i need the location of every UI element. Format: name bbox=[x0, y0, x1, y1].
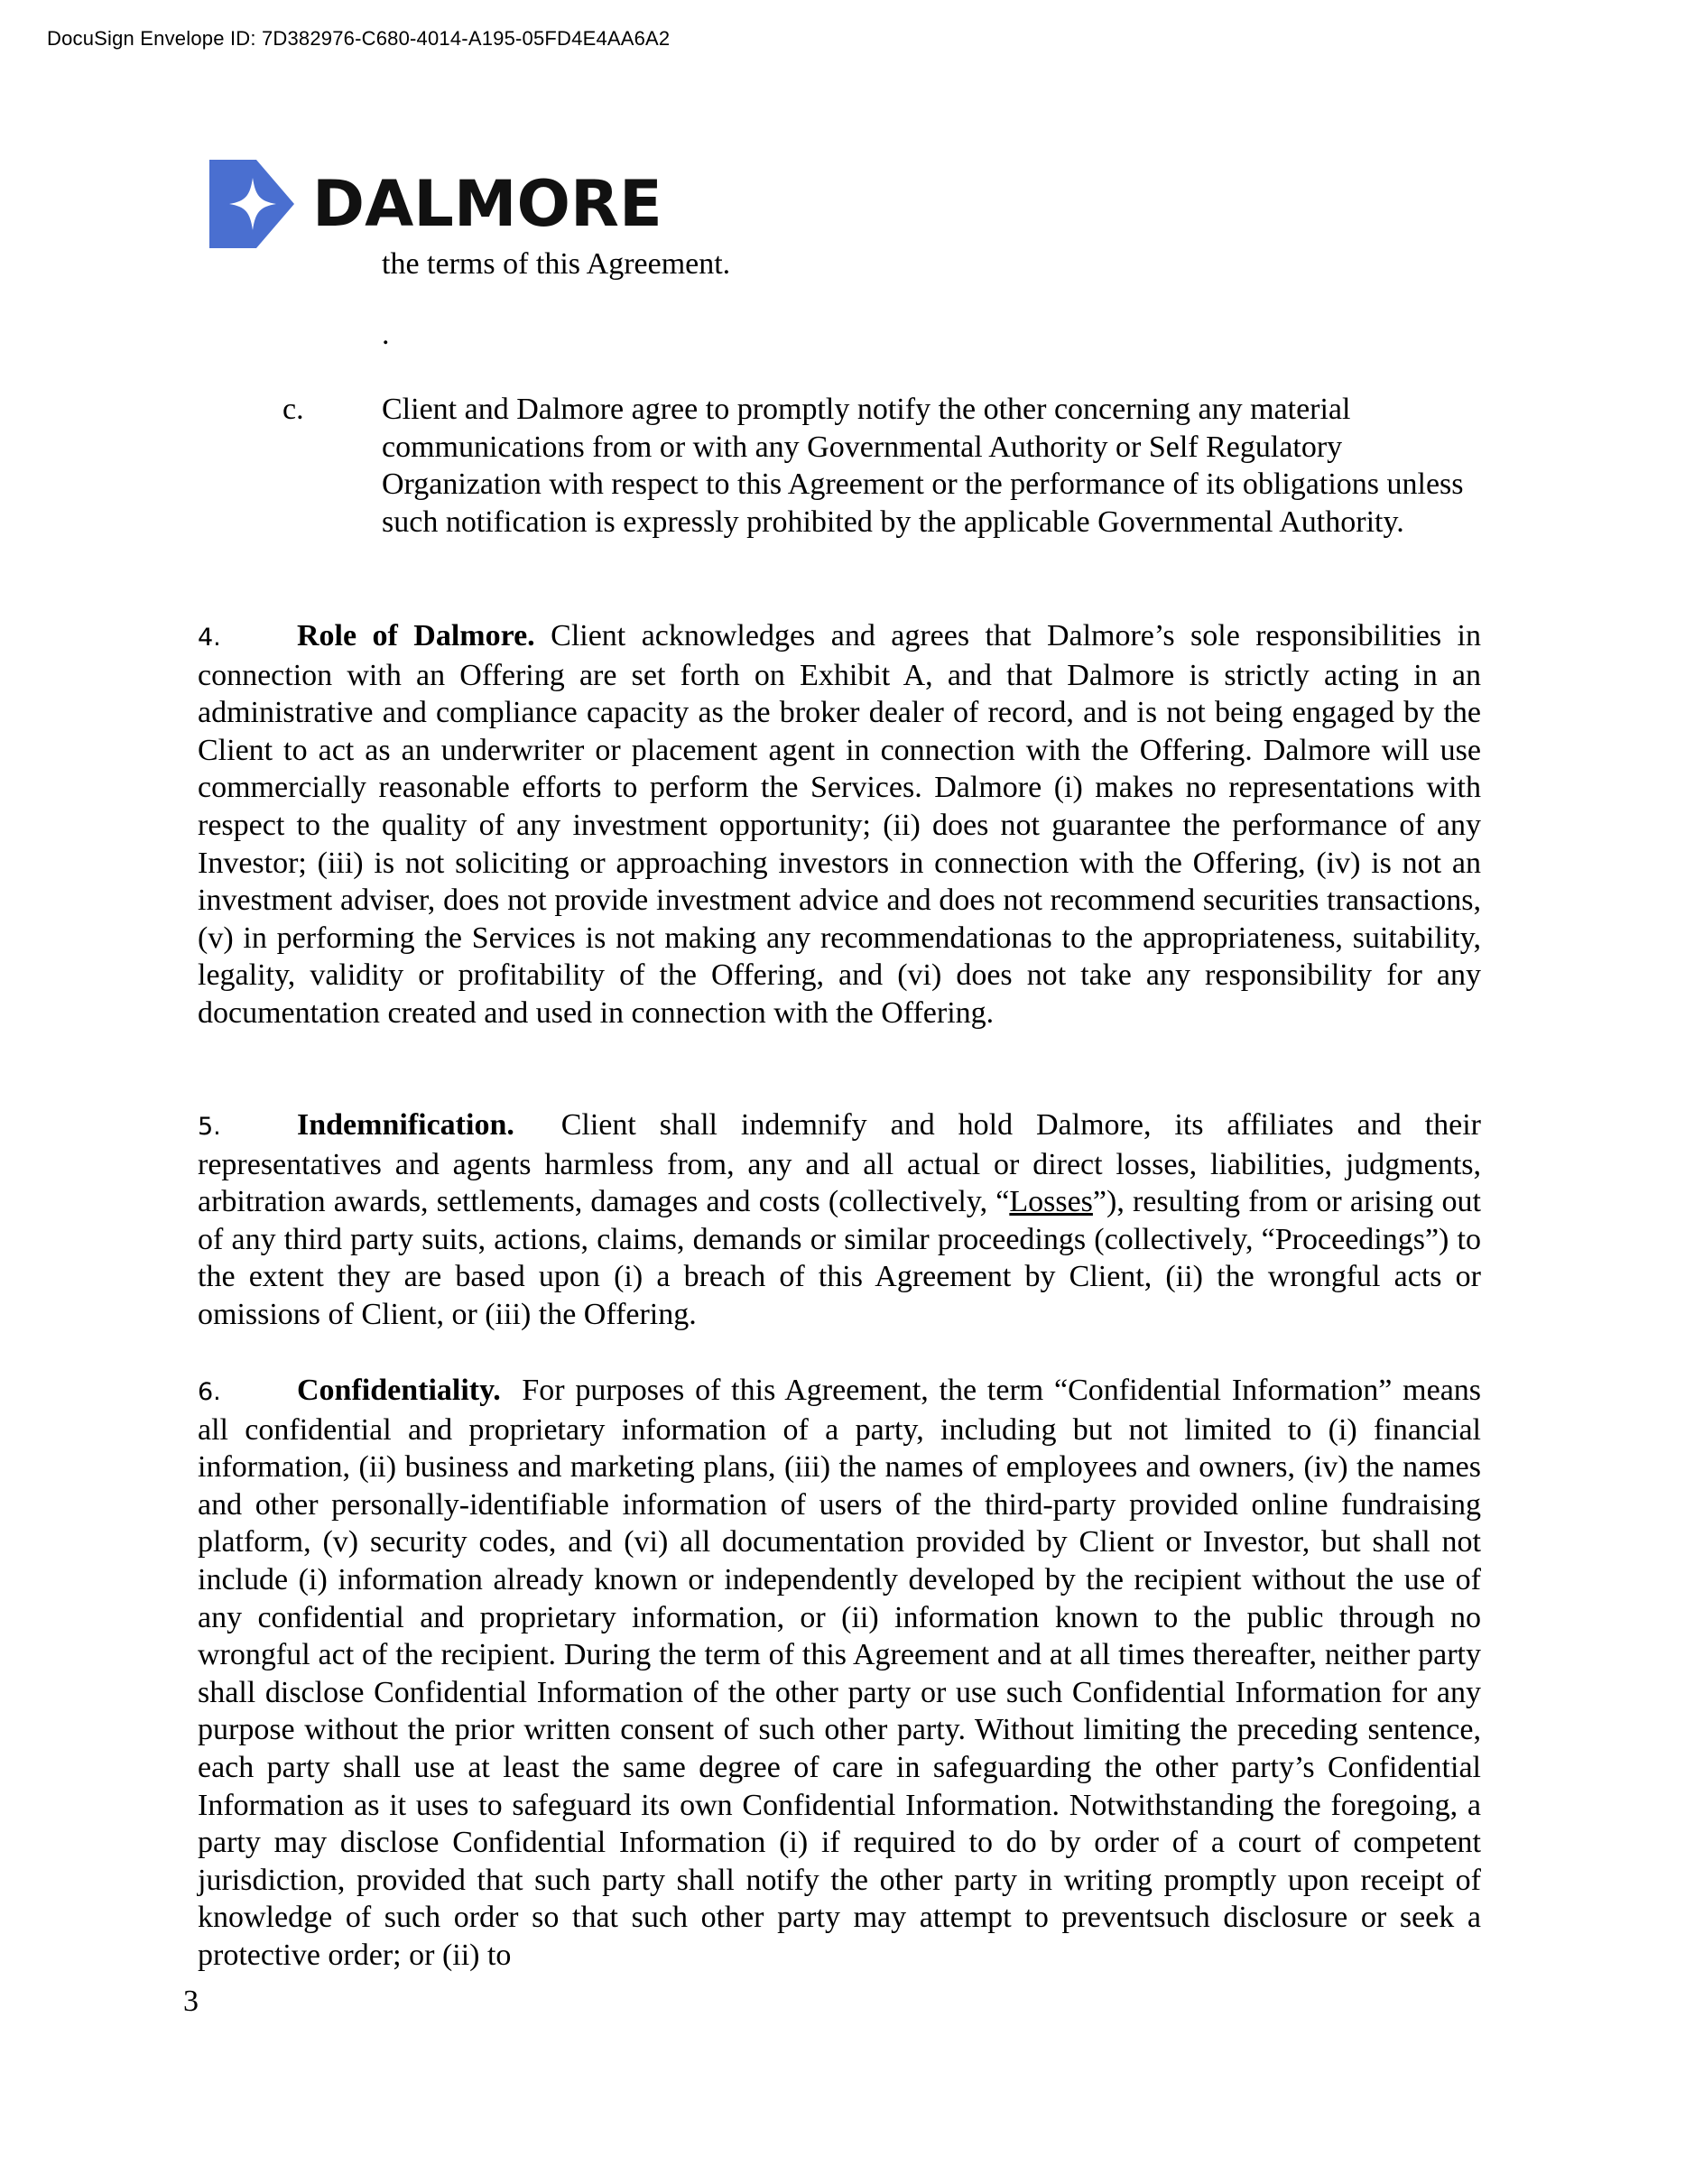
page-number: 3 bbox=[183, 1985, 199, 2018]
item-c-text: Client and Dalmore agree to promptly notify the other concerning any material communications from or with any Governmental Authority or Self Regulatory Organization with respect to this Agreement or the performance of its obligations unless such notification is expressly prohibited by the applicable Governmental Authority. bbox=[382, 393, 1464, 539]
section-5-number: 5. bbox=[198, 1113, 221, 1141]
continuation-text: the terms of this Agreement. bbox=[382, 247, 731, 281]
section-6-heading: Confidentiality. bbox=[297, 1374, 501, 1407]
stray-period: . bbox=[382, 318, 390, 351]
section-5-text-after: ”), resulting from or arising out of any third party suits, actions, claims, demands or similar proceedings (collectively, “Proceedings”) to the extent they are based upon (i) a breach of this Agreement by Client, (ii) the wrongful acts or omissions of Client, or (iii) the Offering. bbox=[198, 1185, 1481, 1331]
section-4 bbox=[198, 617, 1481, 1032]
section-4-heading: Role of Dalmore. bbox=[297, 619, 535, 652]
section-6 bbox=[198, 1372, 1481, 1975]
item-c-label: c. bbox=[282, 393, 304, 426]
section-5-text-before: Client shall indemnify and hold Dalmore, its affiliates and their representatives and agents harmless from, any and all actual or direct losses, liabilities, judgments, arbitration awards, settlements, damages and costs (collectively, “ bbox=[198, 1108, 1482, 1219]
section-4-text: Client acknowledges and agrees that Dalmore’s sole responsibilities in connection with an Offering are set forth on Exhibit A, and that Dalmore is strictly acting in an administrative and compliance capacity as the broker dealer of record, and is not being engaged by the Client to act as an underwriter or placement agent in connection with the Offering. Dalmore will use commercially reasonable efforts to perform the Services. Dalmore (i) makes no representations with respect to the quality of any investment opportunity; (ii) does not guarantee the performance of any Investor; (iii) is not soliciting or approaching investors in connection with the Offering, (iv) is not an investment adviser, does not provide investment advice and does not recommend securities transactions, (v) in performing the Services is not making any recommendationas to the appropriateness, suitability, legality, validity or profitability of the Offering, and (vi) does not take any responsibility for any documentation created and used in connection with the Offering. bbox=[198, 619, 1481, 1030]
section-5 bbox=[198, 1106, 1481, 1334]
dalmore-logo bbox=[209, 160, 662, 248]
diamond-star-icon bbox=[209, 160, 296, 248]
docusign-envelope-id: DocuSign Envelope ID: 7D382976-C680-4014-A195-05FD4E4AA6A2 bbox=[47, 27, 671, 50]
section-4-number: 4. bbox=[198, 624, 221, 652]
section-6-number: 6. bbox=[198, 1378, 221, 1406]
section-5-defined-term: Losses bbox=[1009, 1185, 1093, 1219]
section-6-text: For purposes of this Agreement, the term “Confidential Information” means all confidential and proprietary information of a party, including but not limited to (i) financial information, (ii) business and marketing plans, (iii) the names of employees and owners, (iv) the names and other personally-identifiable information of users of the third-party provided online fundraising platform, (v) security codes, and (vi) all documentation provided by Client or Investor, but shall not include (i) information already known or independently developed by the recipient without the use of any confidential and proprietary information, or (ii) information known to the public through no wrongful act of the recipient. During the term of this Agreement and at all times thereafter, neither party shall disclose Confidential Information of the other party or use such Confidential Information for any purpose without the prior written consent of such other party. Without limiting the preceding sentence, each party shall use at least the same degree of care in safeguarding the other party’s Confidential Information as it uses to safeguard its own Confidential Information. Notwithstanding the foregoing, a party may disclose Confidential Information (i) if required to do by order of a court of competent jurisdiction, provided that such party shall notify the other party in writing promptly upon receipt of knowledge of such order so that such other party may attempt to preventsuch disclosure or seek a protective order; or (ii) to bbox=[198, 1374, 1482, 1972]
section-5-heading: Indemnification. bbox=[297, 1108, 514, 1142]
logo-wordmark: DALMORE bbox=[312, 167, 662, 241]
